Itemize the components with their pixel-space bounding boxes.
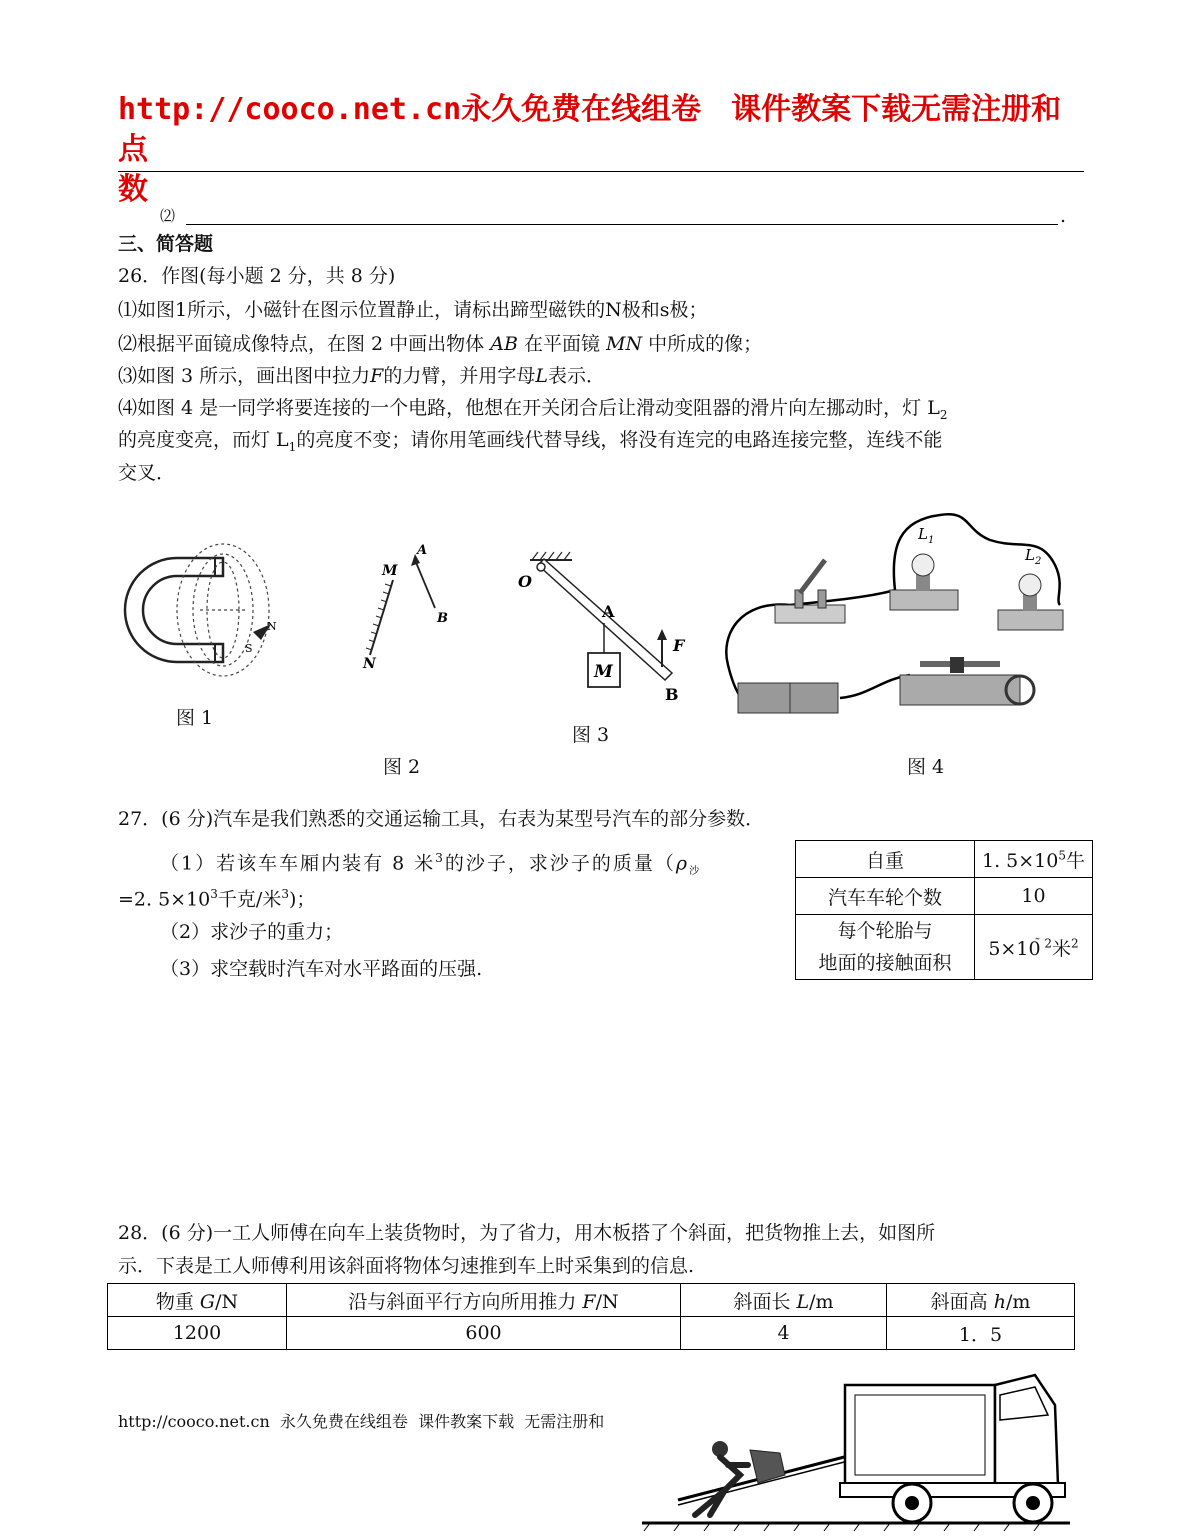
- section-heading: 三、简答题: [118, 233, 214, 255]
- q26-item2-a: ⑵根据平面镜成像特点，在图 2 中画出物体: [118, 333, 491, 355]
- q28-line2: 示．下表是工人师傅利用该斜面将物体匀速推到车上时采集到的信息.: [118, 1255, 695, 1277]
- q27-item1-a: （1）若该车车厢内装有 8 米: [160, 852, 436, 875]
- sliding-rheostat: [900, 657, 1034, 705]
- fig1-s-label: S: [245, 642, 253, 655]
- q27-item1-line2sup2: 3: [281, 887, 289, 901]
- bulb-l2: [998, 574, 1063, 630]
- spec-r1-label: 自重: [796, 841, 975, 878]
- table-row: [108, 1317, 1075, 1350]
- spec-r1-value: 1. $5\times 10^5$牛: [975, 841, 1093, 878]
- q28-h4: 斜面高 h/m: [887, 1284, 1075, 1317]
- truck: [840, 1375, 1065, 1522]
- q26-item2-ab: AB: [490, 333, 518, 355]
- fig2-caption: 图 2: [383, 756, 421, 778]
- spec-r3-label: 每个轮胎与 地面的接触面积: [796, 915, 975, 980]
- q27-item1-b: 的沙子，求沙子的质量（: [444, 852, 676, 875]
- bulb-l1: [890, 554, 958, 610]
- fig3-f-label: F: [673, 636, 685, 655]
- fig2-n-label: N: [363, 656, 376, 672]
- q26-item2-b: 在平面镜: [517, 333, 606, 355]
- q26-item4-line3: 交叉．: [118, 462, 176, 484]
- spec-r2-value: 10: [975, 878, 1093, 915]
- q26-item1: ⑴如图1所示，小磁针在图示位置静止，请标出蹄型磁铁的N极和s极；: [118, 299, 708, 321]
- q27-item1-line2a: =2. 5×10: [118, 888, 211, 911]
- rho-sub: 沙: [689, 866, 702, 878]
- q27-item3: （3）求空载时汽车对水平路面的压强.: [160, 958, 483, 980]
- q26-item3-b: 的力臂，并用字母: [383, 365, 536, 387]
- q26-item3-l: L: [535, 365, 548, 387]
- q27-item2: （2）求沙子的重力；: [160, 921, 344, 943]
- figure-4-circuit: [720, 505, 1080, 730]
- header-title-line2: 数: [118, 172, 148, 207]
- q26-item4-text2: 的亮度变亮，而灯 L: [118, 429, 289, 451]
- table-row: [796, 878, 1093, 915]
- fig3-m-label: M: [594, 662, 613, 682]
- q28-data-table: [107, 1283, 1075, 1350]
- header-title: 永久免费在线组卷 课件教案下载无需注册和点: [118, 92, 1062, 167]
- fig3-o-label: O: [518, 572, 532, 591]
- truck-ramp-illustration: [640, 1365, 1075, 1535]
- q27-item1-line2b: 千克/米: [217, 888, 282, 911]
- q26-item4-text2b: 的亮度不变；请你用笔画线代替导线，将没有连完的电路连接完整，连线不能: [296, 429, 943, 451]
- fig2-a-label: A: [417, 543, 428, 558]
- header-url[interactable]: http://cooco.net.cn: [118, 92, 462, 127]
- q28-h3: 斜面长 L/m: [681, 1284, 887, 1317]
- q27-item1-line2c: )；: [288, 888, 316, 911]
- fig3-caption: 图 3: [572, 724, 610, 746]
- q26-item2-mn: MN: [606, 333, 643, 355]
- table-row: [796, 915, 1093, 980]
- q28-h1: 物重 G/N: [108, 1284, 287, 1317]
- header-divider: [118, 171, 1084, 172]
- figure-1-magnet: [95, 530, 285, 680]
- fig2-b-label: B: [437, 611, 448, 626]
- q28-v3: 4: [681, 1317, 887, 1350]
- fig4-l1-label: $L_1$: [918, 525, 935, 546]
- page-header: [118, 90, 1088, 210]
- q28-v2: 600: [287, 1317, 681, 1350]
- q28-v1: 1200: [108, 1317, 287, 1350]
- q26-item4-line2: [118, 424, 942, 463]
- q27-title: 27．(6 分)汽车是我们熟悉的交通运输工具，右表为某型号汽车的部分参数．: [118, 808, 765, 830]
- fig1-caption: 图 1: [176, 707, 214, 729]
- q27-item1-sup: 3: [435, 851, 445, 865]
- q26-item2: [118, 328, 762, 360]
- fig1-n-label: N: [267, 620, 277, 633]
- fig4-caption: 图 4: [907, 756, 945, 778]
- q26-item3-f: F: [370, 365, 384, 387]
- spec-r2-label: 汽车车轮个数: [796, 878, 975, 915]
- answer-line: [186, 224, 1058, 225]
- q28-line1: 28．(6 分)一工人师傅在向车上装货物时，为了省力，用木板搭了个斜面，把货物推上去，如图所: [118, 1222, 936, 1244]
- spec-r3-value: $5\times 10^{̃ 2}$米$^2$: [975, 915, 1093, 980]
- page-footer: http://cooco.net.cn 永久免费在线组卷 课件教案下载 无需注册和: [118, 1412, 605, 1431]
- q26-item3-c: 表示．: [548, 365, 606, 387]
- fig2-m-label: M: [382, 563, 398, 579]
- table-row: [796, 841, 1093, 878]
- worker: [695, 1441, 785, 1515]
- fig3-a-label: A: [602, 602, 615, 621]
- q26-item3-a: ⑶如图 3 所示，画出图中拉力: [118, 365, 371, 387]
- q25-item2-label: ⑵: [160, 207, 176, 225]
- q27-item1-line2sup: 3: [210, 887, 218, 901]
- table-row: [108, 1284, 1075, 1317]
- switch: [775, 560, 845, 623]
- q28-v4: 1．5: [887, 1317, 1075, 1350]
- q26-item3: [118, 360, 605, 392]
- q26-item4-sub: 2: [939, 407, 948, 422]
- q28-h2: 沿与斜面平行方向所用推力 F/N: [287, 1284, 681, 1317]
- q27-item1-line2: [118, 878, 315, 915]
- fig4-l2-label: $L_2$: [1025, 546, 1042, 567]
- q26-item4-text1: ⑷如图 4 是一同学将要连接的一个电路，他想在开关闭合后让滑动变阻器的滑片向左挪动时，灯 L: [118, 397, 940, 419]
- figure-3-lever: [510, 545, 700, 710]
- figure-2-mirror: [355, 540, 465, 680]
- q26-item4-sub2: 1: [288, 439, 297, 454]
- q26-item2-c: 中所成的像；: [642, 333, 763, 355]
- q27-spec-table: [795, 840, 1093, 980]
- battery: [738, 683, 838, 713]
- fig3-b-label: B: [665, 685, 679, 704]
- rho-symbol: ρ: [675, 852, 690, 875]
- q25-item2-end: .: [1060, 205, 1067, 227]
- q26-title: 26．作图(每小题 2 分，共 8 分): [118, 265, 396, 287]
